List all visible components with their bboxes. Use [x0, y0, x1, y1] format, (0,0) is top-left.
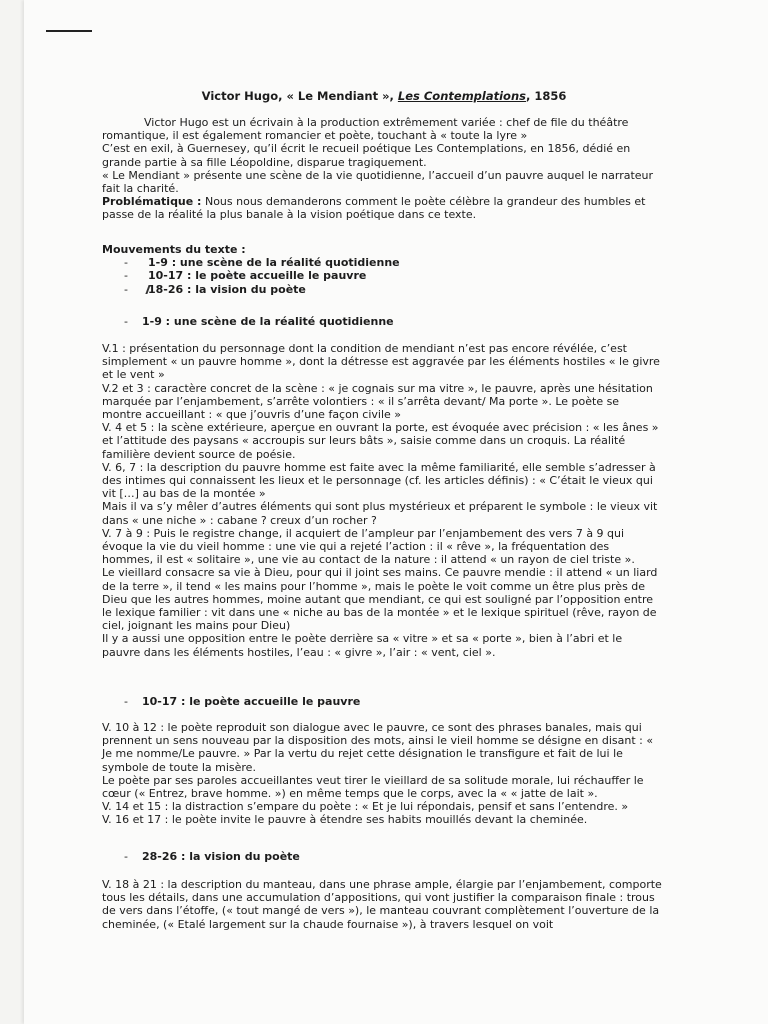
movements-block: [102, 243, 662, 296]
section1-paragraph: V. 6, 7 : la description du pauvre homme est faite avec la même familiarité, elle semble s’adresser à des intimes qui connaissent les lieux et le personnage (cf. les articles définis) : « C’était le vieux qui vit […] au bas de la montée »: [102, 460, 656, 501]
title-suffix: , 1856: [525, 89, 567, 103]
intro-paragraph: Victor Hugo est un écrivain à la production extrêmement variée : chef de file du théâtre romantique, il est également romancier et poète, touchant à « toute la lyre »: [102, 116, 629, 143]
section2-paragraph: V. 14 et 15 : la distraction s’empare du poète : « Et je lui répondais, pensif et sans l’entendre. »: [102, 800, 629, 814]
problematique-text: Nous nous demanderons comment le poète célèbre la grandeur des humbles et passe de la réalité la plus banale à la vision poétique dans ce texte.: [102, 195, 646, 222]
section3-body: [102, 878, 662, 931]
problematique-paragraph: [102, 195, 662, 221]
problematique-label: Problématique :: [102, 195, 202, 209]
movement-item: - 10-17 : le poète accueille le pauvre: [124, 269, 367, 283]
section1-paragraph: Il y a aussi une opposition entre le poète derrière sa « vitre » et sa « porte », bien à l’abri et le pauvre dans les éléments hostiles, l’eau : « givre », l’air : « vent, ciel ».: [102, 632, 623, 659]
section1-paragraph: V.1 : présentation du personnage dont la condition de mendiant n’est pas encore révélée, c’est simplement « un pauvre homme », dont la détresse est aggravée par les éléments hostiles « le givre et le vent »: [102, 342, 660, 382]
section1-paragraph: V.2 et 3 : caractère concret de la scène : « je cognais sur ma vitre », le pauvre, après une hésitation marquée par l’enjambement, s’arrête volontiers : « il s’arrêta devant/ Ma porte ». Le poète se montre accueillant : « que j’ouvris d’une façon civile »: [102, 381, 653, 422]
movement-item: - 1-9 : une scène de la réalité quotidienne: [124, 256, 400, 270]
title-work: Les Contemplations: [397, 89, 526, 103]
section1-paragraph: V. 4 et 5 : la scène extérieure, aperçue en ouvrant la porte, est évoquée avec précision : « les ânes » et l’attitude des paysans « accroupis sur leurs bâts », saisie comme dans un croquis. La réalité familière devient source de poésie.: [102, 421, 659, 461]
section2-paragraph: V. 10 à 12 : le poète reproduit son dialogue avec le pauvre, ce sont des phrases banales, mais qui prennent un sens nouveau par la disposition des mots, ainsi le vieil homme se désigne en disant : « Je me nomme/Le pauvre. » Par la vertu du rejet cette désignation le transfigure et fait de lui le symbole de toute la misère.: [102, 721, 654, 774]
section1-paragraph: Mais il va s’y mêler d’autres éléments qui sont plus mystérieux et préparent le symbole : le vieux vit dans « une niche » : cabane ? creux d’un rocher ?: [102, 500, 658, 527]
section-heading-3: - 28-26 : la vision du poète: [124, 850, 300, 863]
corner-mark: [46, 30, 92, 32]
intro-block: [102, 116, 662, 222]
movements-heading: Mouvements du texte :: [102, 243, 246, 256]
title-prefix: Victor Hugo, « Le Mendiant »,: [201, 89, 398, 103]
section1-body: [102, 342, 662, 659]
section2-paragraph: V. 16 et 17 : le poète invite le pauvre à étendre ses habits mouillés devant la cheminée.: [102, 813, 588, 827]
document-title: [0, 89, 768, 103]
section1-paragraph: Le vieillard consacre sa vie à Dieu, pour qui il joint ses mains. Ce pauvre mendie : il attend « un liard de la terre », il tend « les mains pour l’homme », mais le poète le voit comme un être plus près de Dieu que les autres hommes, moine autant que mendiant, ce qui est souligné par l’opposition entre le lexique familier : vit dans une « niche au bas de la montée » et le lexique spirituel (rêve, rayon de ciel, joignant les mains pour Dieu): [102, 566, 658, 633]
section2-paragraph: Le poète par ses paroles accueillantes veut tirer le vieillard de sa solitude morale, lui réchauffer le cœur (« Entrez, brave homme. ») en même temps que le corps, avec la « « jatte de lait ».: [102, 773, 644, 801]
section-heading-1: - 1-9 : une scène de la réalité quotidienne: [124, 315, 394, 328]
section1-paragraph: V. 7 à 9 : Puis le registre change, il acquiert de l’ampleur par l’enjambement des vers 7 à 9 qui évoque la vie du vieil homme : une vie qui a rejeté l’action : il « rêve », la fréquentation des hommes, il est « solitaire », une vie au contact de la nature : il attend « un rayon de ciel triste ».: [102, 526, 635, 567]
section3-paragraph: V. 18 à 21 : la description du manteau, dans une phrase ample, élargie par l’enjambement, comporte tous les détails, dans une accumulation d’appositions, qui vont justifier la comparaison finale : trous de vers dans l’étoffe, (« tout mangé de vers »), le manteau couvrant complètement l’ouverture de la cheminée, (« Etalé largement sur la chaude fournaise »), à travers lesquel on voit: [102, 878, 662, 931]
section-heading-2: - 10-17 : le poète accueille le pauvre: [124, 695, 361, 708]
intro-paragraph: C’est en exil, à Guernesey, qu’il écrit le recueil poétique Les Contemplations, en 1856, dédié en grande partie à sa fille Léopoldine, disparue tragiquement.: [102, 142, 631, 169]
section2-body: [102, 721, 662, 827]
intro-paragraph: « Le Mendiant » présente une scène de la vie quotidienne, l’accueil d’un pauvre auquel le narrateur fait la charité.: [102, 168, 654, 196]
movement-item: - 18-26 : la vision du poète: [124, 282, 306, 296]
